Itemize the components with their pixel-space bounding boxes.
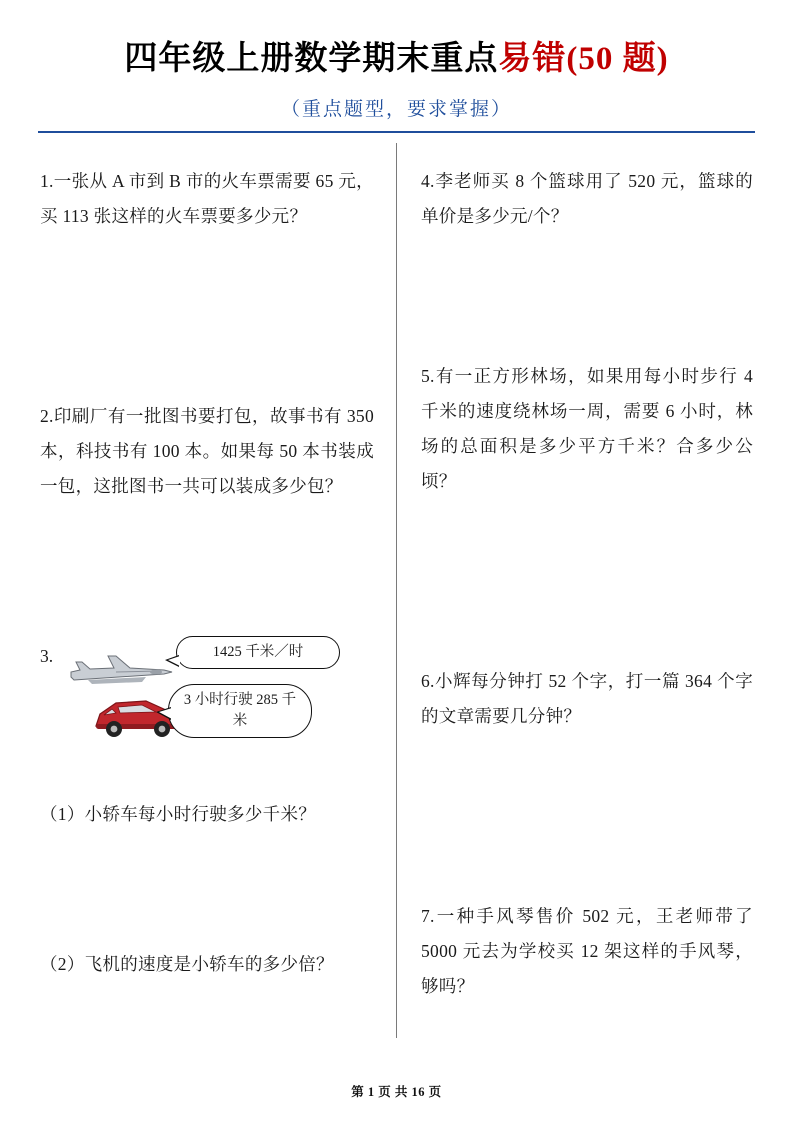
answer-space-2 [40,522,374,632]
question-5: 5.有一正方形林场，如果用每小时步行 4 千米的速度绕林场一周，需要 6 小时，林场的总面积是多少平方千米？合多少公顷？ [421,366,753,492]
figure-spacer [40,752,374,780]
question-1: 1.一张从 A 市到 B 市的火车票需要 65 元，买 113 张这样的火车票要多少元？ [40,171,374,227]
question-2: 2.印刷厂有一批图书要打包，故事书有 350 本，科技书有 100 本。如果每 50 本书装成一包，这批图书一共可以装成多少包？ [40,406,374,497]
question-3-sub-1: （1）小轿车每小时行驶多少千米？ [40,804,317,825]
answer-space-3a [40,850,374,930]
worksheet-columns [38,133,755,1058]
page-title [38,0,755,80]
page-footer: 第 1 页 共 16 页 [351,1085,442,1099]
question-7: 7.一种手风琴售价 502 元，王老师带了 5000 元去为学校买 12 架这样的手风琴，够吗？ [421,906,753,997]
page-subtitle: （重点题型，要求掌握） [280,98,512,120]
airplane-icon [68,650,178,694]
right-column [397,133,755,1058]
answer-space-5 [421,517,753,647]
answer-space-1 [40,252,374,382]
question-6: 6.小辉每分钟打 52 个字，打一篇 364 个字的文章需要几分钟？ [421,671,753,727]
question-3-sub-2: （2）飞机的速度是小轿车的多少倍？ [40,954,334,975]
question-3-label: 3. [40,645,54,666]
question-4: 4.李老师买 8 个篮球用了 520 元，篮球的单价是多少元/个？ [421,171,753,227]
answer-space-6 [421,752,753,882]
answer-space-4 [421,252,753,342]
vehicle-illustration [68,632,368,750]
page-title-accent: 易错(50 题) [498,41,669,77]
page-title-main: 四年级上册数学期末重点 [124,41,499,77]
speech-bubble-car: 3 小时行驶 285 千米 [168,684,312,738]
speech-bubble-plane: 1425 千米／时 [176,636,340,669]
question-3-figure [40,632,374,752]
left-column [38,133,396,1058]
